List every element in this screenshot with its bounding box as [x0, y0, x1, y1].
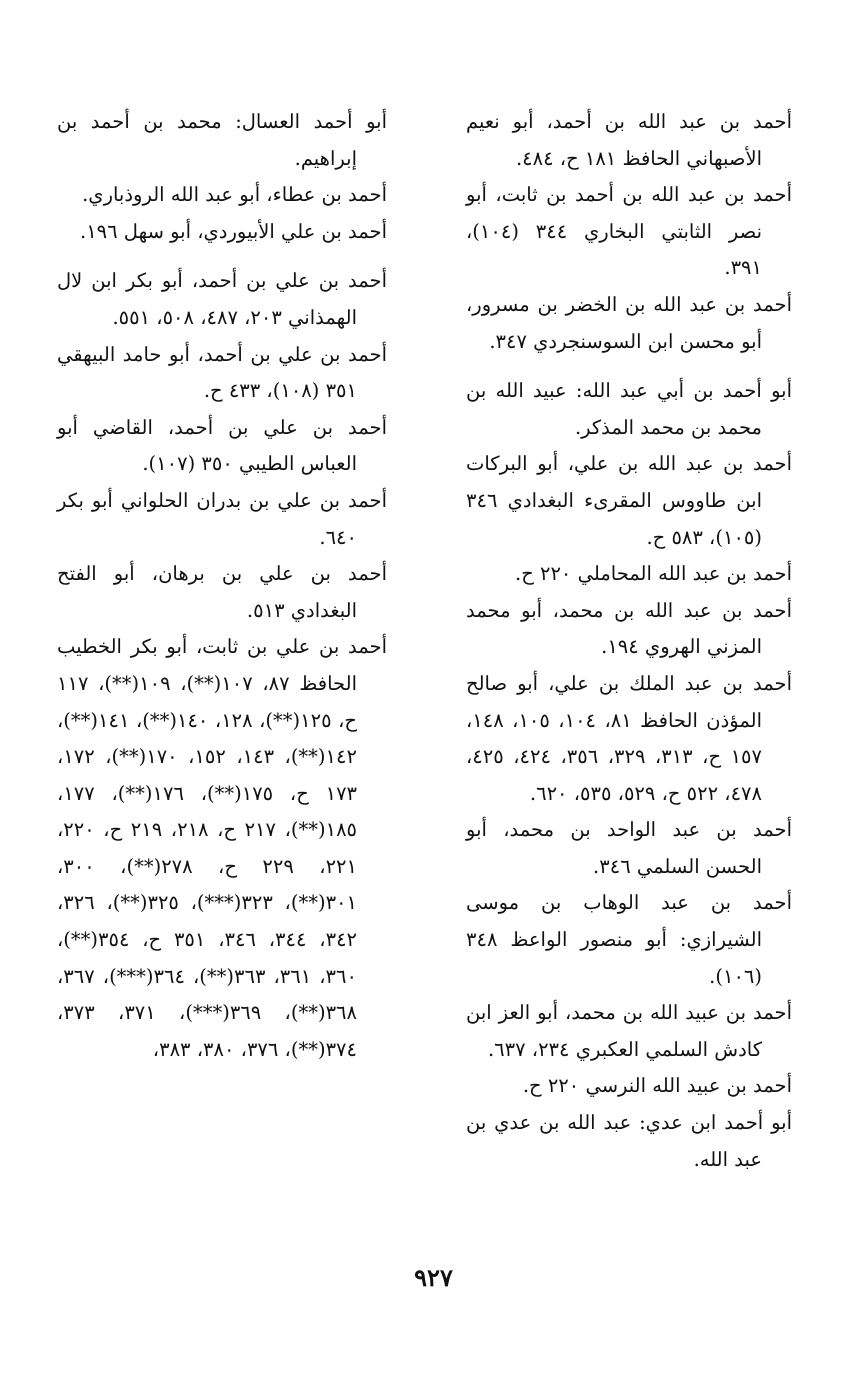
index-entry: أحمد بن عبيد الله بن محمد، أبو العز ابن كادش السلمي العكبري ٢٣٤، ٦٣٧.: [466, 1001, 792, 1061]
index-entry: أحمد بن عبد الله بن علي، أبو البركات ابن طاووس المقرىء البغدادي ٣٤٦ (١٠٥)، ٥٨٣ ح.: [466, 452, 792, 549]
index-entry: أحمد بن عبد الله بن الخضر بن مسرور، أبو محسن ابن السوسنجردي ٣٤٧.: [466, 292, 792, 353]
index-entry: أحمد بن عبد الوهاب بن موسى الشيرازي: أبو منصور الواعظ ٣٤٨ (١٠٦).: [466, 891, 792, 988]
index-entry: أحمد بن عبد الله بن أحمد، أبو نعيم الأصبهاني الحافظ ١٨١ ح، ٤٨٤.: [466, 110, 792, 170]
index-entry: أبو أحمد ابن عدي: عبد الله بن عدي بن عبد الله.: [466, 1111, 792, 1171]
index-entry: أبو أحمد بن أبي عبد الله: عبيد الله بن محمد بن محمد المذكر.: [466, 379, 792, 439]
left-column: [57, 104, 387, 1068]
index-entry: أحمد بن علي بن بدران الحلواني أبو بكر ٦٤٠.: [57, 488, 387, 549]
index-entry: أحمد بن علي بن ثابت، أبو بكر الخطيب الحافظ ٨٧، ١٠٧(**)، ١٠٩(**)، ١١٧ ح، ١٢٥(**)، ١٢٨، ١٤٠(**)، ١٤١(**)، ١٤٢(**)، ١٤٣، ١٥٢، ١٧٠(**)، ١٧٢، ١٧٣ ح، ١٧٥(**)، ١٧٦(**)، ١٧٧، ١٨٥(**)، ٢١٧ ح، ٢١٨، ٢١٩ ح، ٢٢٠، ٢٢١، ٢٢٩ ح، ٢٧٨(**)، ٣٠٠، ٣٠١(**)، ٣٢٣(***)، ٣٢٥(**)، ٣٢٦، ٣٤٢، ٣٤٤، ٣٤٦، ٣٥١ ح، ٣٥٤(**)، ٣٦٠، ٣٦١، ٣٦٣(**)، ٣٦٤(***)، ٣٦٧، ٣٦٨(**)، ٣٦٩(***)، ٣٧١، ٣٧٣، ٣٧٤(**)، ٣٧٦، ٣٨٠، ٣٨٣،: [57, 635, 387, 1061]
right-column: [466, 104, 792, 1178]
index-entry: أحمد بن عبد الملك بن علي، أبو صالح المؤذن الحافظ ٨١، ١٠٤، ١٠٥، ١٤٨، ١٥٧ ح، ٣١٣، ٣٢٩، ٣٥٦، ٤٢٤، ٤٢٥، ٤٧٨، ٥٢٢ ح، ٥٢٩، ٥٣٥، ٦٢٠.: [466, 671, 792, 805]
index-entry: أحمد بن علي بن أحمد، أبو بكر ابن لال الهمذاني ٢٠٣، ٤٨٧، ٥٠٨، ٥٥١.: [57, 269, 387, 329]
index-entry: أحمد بن عبد الواحد بن محمد، أبو الحسن السلمي ٣٤٦.: [466, 818, 792, 878]
index-entry: أحمد بن علي الأبيوردي، أبو سهل ١٩٦.: [79, 219, 387, 243]
index-entry: أحمد بن عبد الله المحاملي ٢٢٠ ح.: [515, 562, 792, 586]
index-entry: أحمد بن عبد الله بن أحمد بن ثابت، أبو نصر الثابتي البخاري ٣٤٤ (١٠٤)، ٣٩١.: [466, 183, 792, 280]
index-entry: أحمد بن عبد الله بن محمد، أبو محمد المزني الهروي ١٩٤.: [466, 598, 792, 659]
page-number: ٩٢٧: [414, 1263, 453, 1292]
index-entry: أبو أحمد العسال: محمد بن أحمد بن إبراهيم.: [57, 110, 387, 170]
index-entry: أحمد بن عبيد الله النرسي ٢٢٠ ح.: [522, 1074, 792, 1098]
index-entry: أحمد بن علي بن أحمد، القاضي أبو العباس الطيبي ٣٥٠ (١٠٧).: [57, 415, 387, 476]
index-entry: أحمد بن علي بن أحمد، أبو حامد البيهقي ٣٥١ (١٠٨)، ٤٣٣ ح.: [57, 342, 387, 403]
index-entry: أحمد بن علي بن برهان، أبو الفتح البغدادي ٥١٣.: [57, 562, 387, 622]
index-entry: أحمد بن عطاء، أبو عبد الله الروذباري.: [82, 183, 387, 207]
